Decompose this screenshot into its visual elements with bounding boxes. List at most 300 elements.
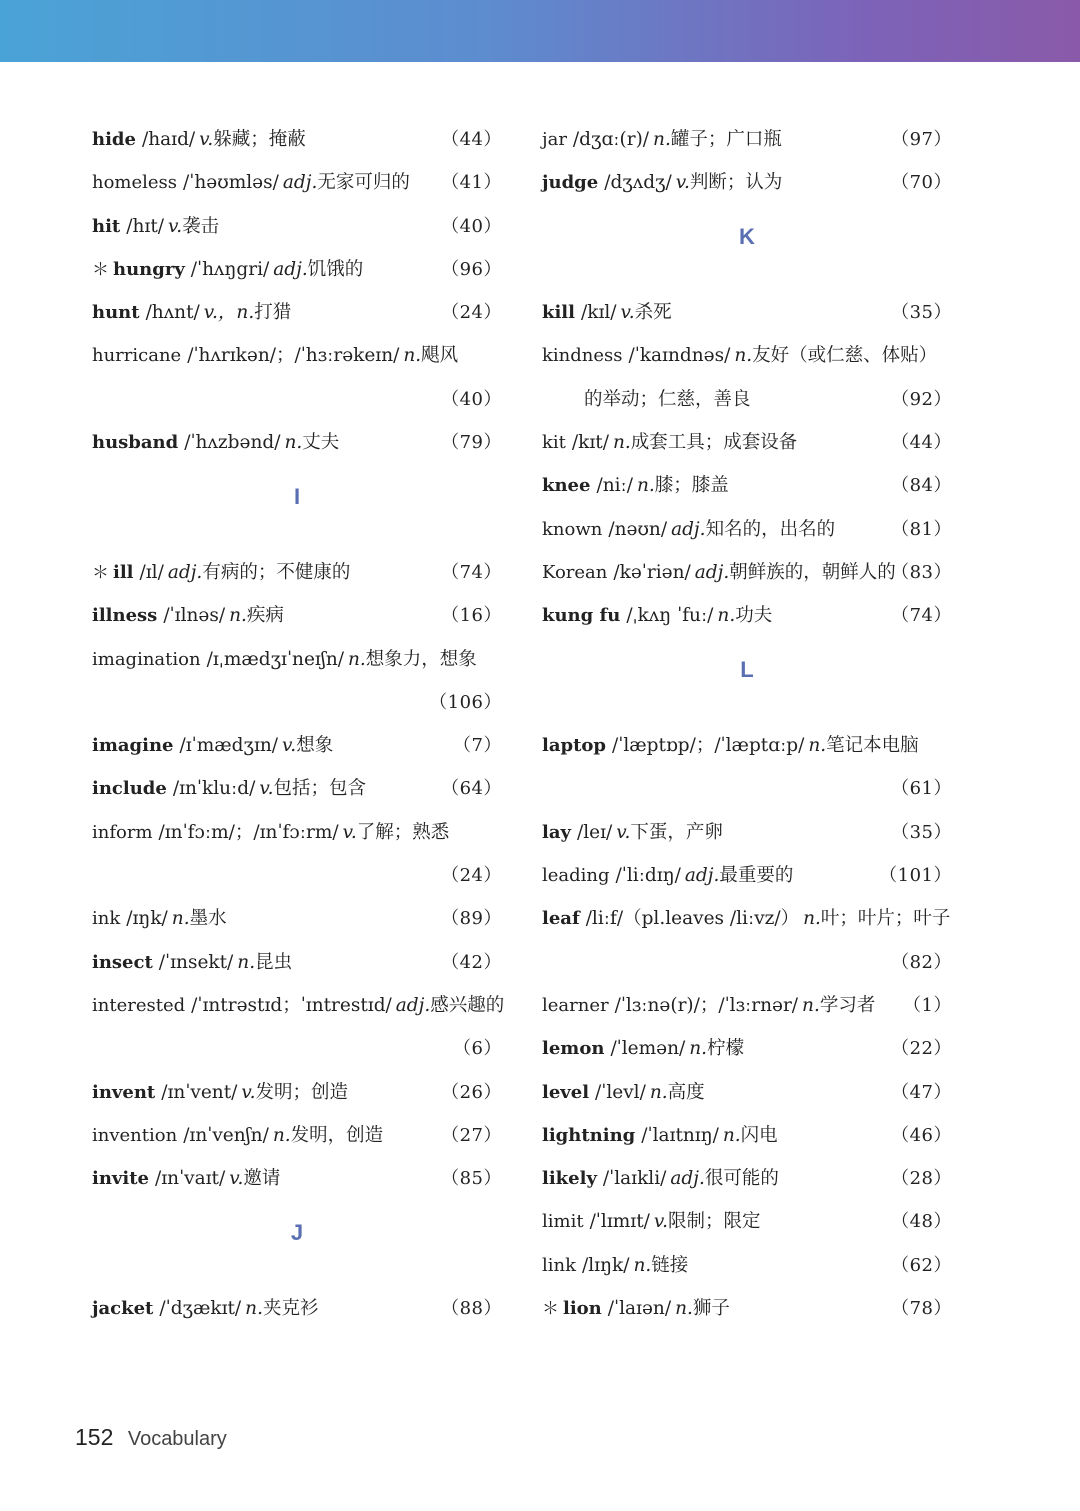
definition: 判断；认为 [689, 172, 783, 194]
vocab-entry [92, 1287, 502, 1330]
vocab-entry [92, 724, 502, 767]
headword: laptop [542, 735, 606, 757]
vocab-entry [542, 1157, 952, 1200]
part-of-speech: n. [717, 605, 736, 627]
pronunciation: /niː/ [596, 475, 633, 497]
pronunciation: /ɪnˈvaɪt/ [155, 1168, 226, 1190]
definition: 杀死 [634, 302, 672, 324]
vocab-entry [92, 897, 502, 940]
vocab-entry [542, 1244, 952, 1287]
headword: kill [542, 302, 575, 324]
page-reference: （6） [453, 1038, 502, 1060]
headword: jar [542, 129, 567, 150]
page-reference: （35） [891, 302, 952, 324]
definition: 学习者 [819, 994, 876, 1016]
part-of-speech: v. [653, 1211, 668, 1233]
page-reference: （62） [891, 1254, 952, 1276]
vocab-entry [542, 1114, 952, 1157]
vocab-entry [92, 205, 502, 248]
page-reference: （84） [891, 475, 952, 497]
headword: kit [542, 432, 566, 454]
definition: 高度 [667, 1081, 705, 1103]
entry-text [92, 1114, 383, 1157]
part-of-speech: adj. [670, 1168, 705, 1190]
entry-text [92, 1287, 318, 1330]
pronunciation: /ˈdʒækɪt/ [159, 1298, 242, 1320]
entry-continuation [92, 854, 502, 897]
headword: hide [92, 129, 136, 150]
definition: 邀请 [243, 1168, 281, 1190]
section-label: Vocabulary [127, 1428, 227, 1450]
vocab-entry [542, 551, 952, 594]
page-reference: （48） [891, 1211, 952, 1233]
pronunciation: /kəˈriən/ [613, 561, 691, 583]
entry-continuation [92, 1027, 502, 1070]
definition: 的举动；仁慈，善良 [584, 388, 751, 410]
page-number: 152 [75, 1424, 114, 1450]
letter-heading: K [739, 224, 755, 250]
letter-heading: I [293, 483, 301, 509]
part-of-speech: n. [637, 475, 655, 497]
entry-text [542, 1287, 730, 1331]
definition: 功夫 [735, 605, 773, 627]
vocab-entry [92, 1114, 502, 1157]
page-reference: （24） [441, 302, 502, 324]
page-reference: （96） [441, 258, 502, 280]
pronunciation: /ˈɪntrəstɪd；ˈɪntrestɪd/ [191, 994, 392, 1016]
headword: judge [542, 172, 599, 194]
vocab-entry [542, 291, 952, 334]
definition: 昆虫 [255, 951, 293, 973]
page-reference: （47） [891, 1081, 952, 1103]
headword: limit [542, 1211, 584, 1233]
entry-text [92, 248, 363, 292]
entry-text [542, 1200, 761, 1243]
vocab-entry [92, 638, 502, 681]
headword: illness [92, 605, 158, 627]
part-of-speech: adj. [395, 994, 431, 1016]
part-of-speech: n. [653, 129, 671, 150]
entry-text [542, 464, 729, 507]
page-reference: （97） [891, 129, 952, 150]
page-reference: （27） [441, 1124, 502, 1146]
definition: 无家可归的 [317, 172, 410, 194]
page-footer [75, 1424, 227, 1451]
pronunciation: /kɪt/ [571, 432, 609, 454]
definition: 丈夫 [302, 432, 340, 454]
pronunciation: /ɪˈmædʒɪn/ [179, 735, 279, 757]
part-of-speech: v. [229, 1168, 244, 1190]
entry-text [92, 334, 458, 377]
page-reference: （81） [891, 518, 952, 540]
part-of-speech: n. [689, 1038, 708, 1060]
page-reference: （88） [441, 1298, 502, 1320]
pronunciation: /lɪŋk/ [582, 1254, 630, 1276]
definition: 饥饿的 [307, 258, 364, 280]
definition: 笔记本电脑 [826, 735, 919, 757]
page-reference: （40） [441, 388, 502, 410]
pronunciation: /ˈɪnsekt/ [158, 951, 234, 973]
headword: leaf [542, 908, 580, 930]
definition: 有病的；不健康的 [202, 561, 351, 583]
page-reference: （40） [441, 215, 502, 237]
headword: leading [542, 865, 610, 887]
pronunciation: /dʒɑː(r)/ [572, 129, 650, 150]
page-reference: （101） [879, 865, 952, 887]
pronunciation: /ˈhʌzbənd/ [184, 432, 281, 454]
part-of-speech: v. [616, 821, 631, 843]
pronunciation: /ˈhʌrɪkən/；/ˈhɜːrəkeɪn/ [187, 345, 400, 367]
entry-text [92, 205, 219, 248]
entry-text [92, 1157, 280, 1200]
entry-text [92, 118, 306, 161]
headword: link [542, 1254, 577, 1276]
definition: 想象力，想象 [365, 648, 477, 670]
definition: 膝；膝盖 [654, 475, 729, 497]
pronunciation: /ˈhʌŋgri/ [190, 258, 270, 280]
page-reference: （7） [453, 735, 502, 757]
headword: level [542, 1081, 590, 1103]
page-reference: （22） [891, 1038, 952, 1060]
headword: jacket [92, 1298, 154, 1320]
definition: 打猎 [254, 302, 292, 324]
vocab-entry [542, 118, 952, 161]
entry-text [92, 941, 292, 984]
definition: 链接 [651, 1254, 689, 1276]
headword: hurricane [92, 345, 182, 367]
key-word-star: ＊ [92, 259, 109, 280]
page-reference: （44） [441, 129, 502, 150]
headword: interested [92, 994, 186, 1016]
entry-text [542, 118, 782, 161]
page-reference: （16） [441, 605, 502, 627]
pronunciation: /kɪl/ [581, 302, 617, 324]
definition: 夹克衫 [262, 1298, 319, 1320]
definition: 柠檬 [707, 1038, 745, 1060]
page-reference: （92） [891, 388, 952, 410]
entry-text [542, 551, 896, 594]
pronunciation: /ɪnˈfɔːm/；/ɪnˈfɔːrm/ [158, 821, 339, 843]
headword: kung fu [542, 605, 621, 627]
pronunciation: /hʌnt/ [145, 302, 200, 324]
vocab-entry [542, 854, 952, 897]
page-reference: （74） [441, 561, 502, 583]
part-of-speech: v. [282, 735, 297, 757]
headword: homeless [92, 172, 178, 194]
entry-text [92, 551, 350, 595]
vocab-entry [542, 594, 952, 637]
definition: 疾病 [246, 605, 284, 627]
page-reference: （42） [441, 951, 502, 973]
pronunciation: /nəʊn/ [608, 518, 668, 540]
pronunciation: /ˈɪlnəs/ [163, 605, 226, 627]
vocab-entry [92, 941, 502, 984]
vocab-entry [92, 161, 502, 204]
part-of-speech: n. [403, 345, 422, 367]
entry-text [92, 291, 291, 334]
part-of-speech: n. [803, 908, 821, 930]
part-of-speech: adj. [684, 865, 720, 887]
definition: 狮子 [692, 1298, 730, 1320]
pronunciation: /ˌkʌŋ ˈfuː/ [626, 605, 714, 627]
vocab-entry [542, 464, 952, 507]
pronunciation: /ˈlɪmɪt/ [589, 1211, 650, 1233]
pronunciation: /ˈliːdɪŋ/ [615, 865, 681, 887]
entry-text [542, 897, 950, 940]
part-of-speech: adj. [282, 172, 318, 194]
headword: hunt [92, 302, 140, 324]
headword: lion [563, 1298, 602, 1320]
part-of-speech: adj. [273, 258, 308, 280]
part-of-speech: n. [633, 1254, 652, 1276]
pronunciation: /ˈhəʊmləs/ [183, 172, 279, 194]
pronunciation: /ɪŋk/ [126, 908, 168, 930]
definition: 最重要的 [719, 865, 794, 887]
headword: imagination [92, 648, 201, 670]
key-word-star: ＊ [542, 1299, 559, 1320]
part-of-speech: n. [612, 432, 631, 454]
entry-continuation [92, 681, 502, 724]
part-of-speech: v. [199, 129, 214, 150]
vocab-entry [92, 984, 505, 1027]
vocab-entry [542, 1027, 952, 1070]
pronunciation: /liːf/（pl.leaves /liːvz/） [585, 908, 800, 930]
page-reference: （106） [429, 691, 502, 713]
definition: 了解；熟悉 [356, 821, 450, 843]
vocab-entry [542, 1287, 952, 1330]
part-of-speech: n. [649, 1081, 668, 1103]
part-of-speech: n. [734, 345, 753, 367]
vocab-entry [92, 248, 502, 291]
headword: likely [542, 1168, 597, 1190]
pronunciation: /ˈlevl/ [595, 1081, 646, 1103]
vocab-entry [92, 334, 502, 377]
definition: 墨水 [189, 908, 227, 930]
pronunciation: /ˈlaɪən/ [607, 1298, 672, 1320]
part-of-speech: v. [167, 215, 183, 237]
vocab-entry [92, 291, 502, 334]
page-reference: （46） [891, 1124, 952, 1146]
vocab-entry [542, 421, 952, 464]
definition: 成套工具；成套设备 [630, 432, 798, 454]
pronunciation: /ˈlɜːnə(r)/；/ˈlɜːrnər/ [614, 994, 799, 1016]
part-of-speech: n. [722, 1124, 741, 1146]
headword: invention [92, 1124, 178, 1146]
entry-text [542, 161, 782, 204]
vocab-entry [542, 508, 952, 551]
letter-heading: L [740, 657, 754, 683]
definition: 知名的，出名的 [705, 518, 836, 540]
page-reference: （64） [441, 778, 502, 800]
vocab-entry [542, 811, 952, 854]
headword: include [92, 778, 167, 800]
entry-text [542, 1244, 688, 1287]
headword: knee [542, 475, 591, 497]
headword: ink [92, 908, 121, 930]
definition: 感兴趣的 [430, 994, 505, 1016]
definition: 包括；包含 [273, 778, 367, 800]
entry-text [542, 421, 797, 464]
headword: imagine [92, 735, 174, 757]
vocab-entry [542, 161, 952, 204]
part-of-speech: adj. [167, 561, 203, 583]
definition: 叶；叶片；叶子 [820, 908, 951, 930]
part-of-speech: n. [229, 605, 247, 627]
vocab-entry [92, 811, 502, 854]
left-column [92, 118, 505, 1330]
definition: 飓风 [421, 345, 459, 367]
vocab-entry [92, 551, 502, 594]
part-of-speech: n. [272, 1124, 291, 1146]
entry-text [92, 897, 227, 940]
entry-text [92, 767, 366, 810]
part-of-speech: n. [245, 1298, 263, 1320]
pronunciation: /ɪnˈkluːd/ [172, 778, 256, 800]
pronunciation: /ɪnˈvent/ [161, 1081, 238, 1103]
pronunciation: /haɪd/ [141, 129, 196, 150]
page-reference: （61） [891, 778, 952, 800]
part-of-speech: adj. [694, 561, 730, 583]
definition: 朝鲜族的，朝鲜人的 [729, 561, 896, 583]
vocab-entry [542, 334, 952, 377]
part-of-speech: n. [284, 432, 303, 454]
entry-text [542, 724, 919, 767]
vocab-entry [92, 767, 502, 810]
entry-continuation [542, 941, 952, 984]
pronunciation: /ɪnˈvenʃn/ [183, 1124, 269, 1146]
pronunciation: /dʒʌdʒ/ [604, 172, 672, 194]
entry-text [92, 1071, 348, 1114]
headword: lemon [542, 1038, 605, 1060]
page-reference: （28） [891, 1168, 952, 1190]
definition: 很可能的 [704, 1168, 779, 1190]
headword: insect [92, 951, 153, 973]
entry-continuation [542, 378, 952, 421]
page-reference: （24） [441, 865, 502, 887]
page-reference: （26） [441, 1081, 502, 1103]
headword: lay [542, 821, 571, 843]
part-of-speech: n. [348, 648, 366, 670]
entry-text [542, 508, 835, 551]
vocab-entry [542, 1200, 952, 1243]
headword: hungry [113, 258, 185, 280]
entry-text [92, 638, 477, 681]
vocab-entry [92, 118, 502, 161]
entry-text [92, 594, 284, 637]
entry-text [92, 984, 504, 1027]
pronunciation: /ɪl/ [139, 561, 164, 583]
definition: 限制；限定 [668, 1211, 761, 1233]
definition: 闪电 [740, 1124, 778, 1146]
entry-text [542, 1071, 705, 1114]
page-reference: （1） [903, 994, 952, 1016]
page-reference: （79） [441, 432, 502, 454]
headword: lightning [542, 1124, 636, 1146]
part-of-speech: v.，n. [203, 302, 255, 324]
pronunciation: /ˈlaɪkli/ [602, 1168, 667, 1190]
headword: invite [92, 1168, 149, 1190]
definition: 下蛋，产卵 [630, 821, 723, 843]
entry-text [92, 421, 339, 464]
pronunciation: /ɪˌmædʒɪˈneɪʃn/ [206, 648, 344, 670]
vocab-entry [92, 421, 502, 464]
page-reference: （74） [891, 605, 952, 627]
pronunciation: /ˈlaɪtnɪŋ/ [641, 1124, 719, 1146]
definition: 袭击 [182, 215, 220, 237]
page-reference: （83） [891, 561, 952, 583]
part-of-speech: v. [342, 821, 357, 843]
pronunciation: /leɪ/ [576, 821, 613, 843]
entry-text [92, 724, 333, 767]
letter-heading: J [290, 1219, 304, 1245]
entry-text [542, 854, 793, 897]
vocab-entry [92, 594, 502, 637]
entry-text [542, 984, 875, 1027]
page-reference: （85） [441, 1168, 502, 1190]
page-reference: （89） [441, 908, 502, 930]
entry-text [92, 161, 410, 204]
headword: ill [113, 561, 134, 583]
headword: kindness [542, 345, 623, 367]
page-reference: （35） [891, 821, 952, 843]
entry-continuation [92, 378, 502, 421]
part-of-speech: v. [620, 302, 635, 324]
entry-text [542, 291, 672, 334]
headword: hit [92, 215, 121, 237]
key-word-star: ＊ [92, 562, 109, 583]
vocab-entry [542, 1071, 952, 1114]
entry-text [542, 1157, 779, 1200]
vocab-entry [92, 1071, 502, 1114]
part-of-speech: n. [802, 994, 820, 1016]
vocab-entry [92, 1157, 502, 1200]
page-reference: （44） [891, 432, 952, 454]
entry-text [542, 594, 772, 637]
pronunciation: /ˈkaɪndnəs/ [628, 345, 731, 367]
entry-text [542, 378, 751, 421]
page-reference: （41） [441, 172, 502, 194]
headword: learner [542, 994, 609, 1016]
entry-continuation [542, 767, 952, 810]
entry-text [542, 811, 723, 854]
header-gradient-bar [0, 0, 1080, 62]
definition: 友好（或仁慈、体贴） [752, 345, 938, 367]
vocab-entry [542, 984, 952, 1027]
vocab-entry [542, 897, 952, 940]
part-of-speech: n. [237, 951, 256, 973]
pronunciation: /ˈlæptɒp/；/ˈlæptɑːp/ [612, 735, 805, 757]
definition: 想象 [296, 735, 334, 757]
headword: husband [92, 432, 179, 454]
part-of-speech: adj. [671, 518, 706, 540]
entry-text [542, 1027, 744, 1070]
vocab-entry [542, 724, 952, 767]
pronunciation: /ˈlemən/ [610, 1038, 686, 1060]
part-of-speech: v. [675, 172, 690, 194]
part-of-speech: n. [808, 735, 827, 757]
definition: 躲藏；掩蔽 [213, 129, 306, 150]
headword: inform [92, 821, 153, 843]
entry-text [542, 1114, 778, 1157]
definition: 发明；创造 [255, 1081, 349, 1103]
part-of-speech: v. [241, 1081, 256, 1103]
entry-text [92, 811, 449, 854]
headword: Korean [542, 561, 608, 583]
headword: invent [92, 1081, 156, 1103]
right-column [542, 118, 952, 1330]
definition: 发明，创造 [290, 1124, 384, 1146]
page-reference: （82） [891, 951, 952, 973]
